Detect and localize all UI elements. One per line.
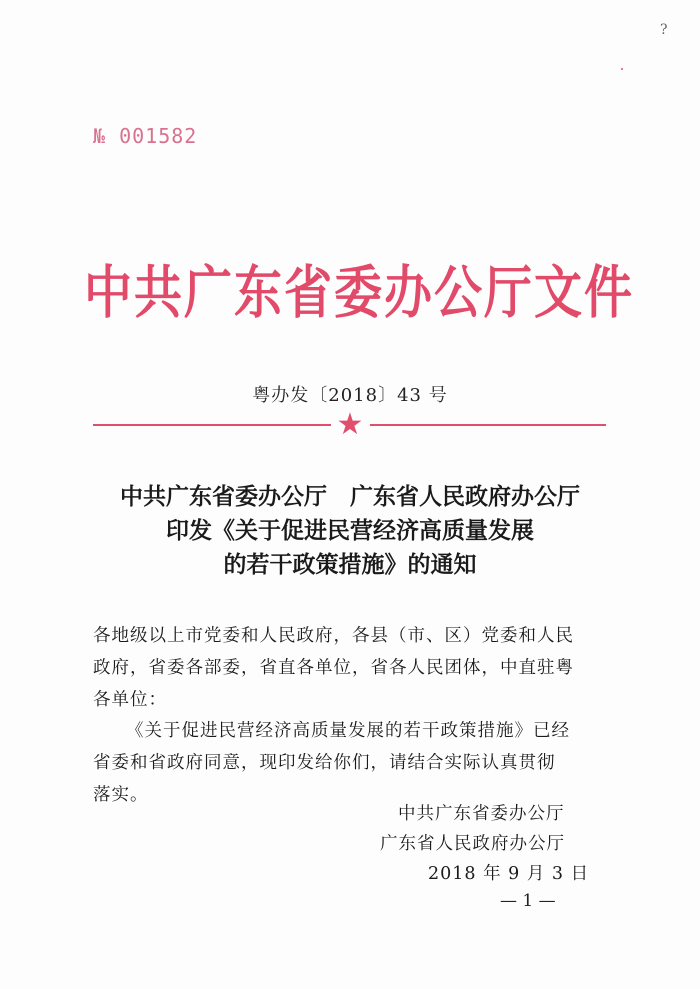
body-line-4: 《关于促进民营经济高质量发展的若干政策措施》已经 (126, 721, 570, 741)
body-line-1: 各地级以上市党委和人民政府，各县（市、区）党委和人民 (93, 626, 574, 646)
red-speck (621, 68, 623, 70)
body-line-5: 省委和省政府同意，现印发给你们，请结合实际认真贯彻 (93, 753, 556, 773)
star-icon: ★ (336, 407, 364, 442)
signature-issuer-2: 广东省人民政府办公厅 (380, 834, 565, 854)
header-rule-right (370, 424, 606, 426)
margin-mark: ? (660, 22, 668, 38)
notice-title-line-3: 的若干政策措施》的通知 (223, 552, 477, 578)
notice-title-line-2: 印发《关于促进民营经济高质量发展 (166, 518, 534, 544)
body-line-3: 各单位： (93, 690, 167, 710)
header-rule-left (93, 424, 331, 426)
signature-date: 2018 年 9 月 3 日 (428, 864, 590, 884)
serial-number: № 001582 (93, 124, 198, 148)
body-line-2: 政府，省委各部委，省直各单位，省各人民团体，中直驻粤 (93, 658, 574, 678)
notice-title-line-1: 中共广东省委办公厅 广东省人民政府办公厅 (120, 484, 580, 510)
body-line-6: 落实。 (93, 785, 149, 805)
document-number: 粤办发〔2018〕43 号 (252, 385, 448, 406)
page-number: — 1 — (500, 891, 556, 911)
document-header-title: 中共广东省委办公厅文件 (84, 260, 635, 327)
signature-issuer-1: 中共广东省委办公厅 (398, 804, 565, 824)
